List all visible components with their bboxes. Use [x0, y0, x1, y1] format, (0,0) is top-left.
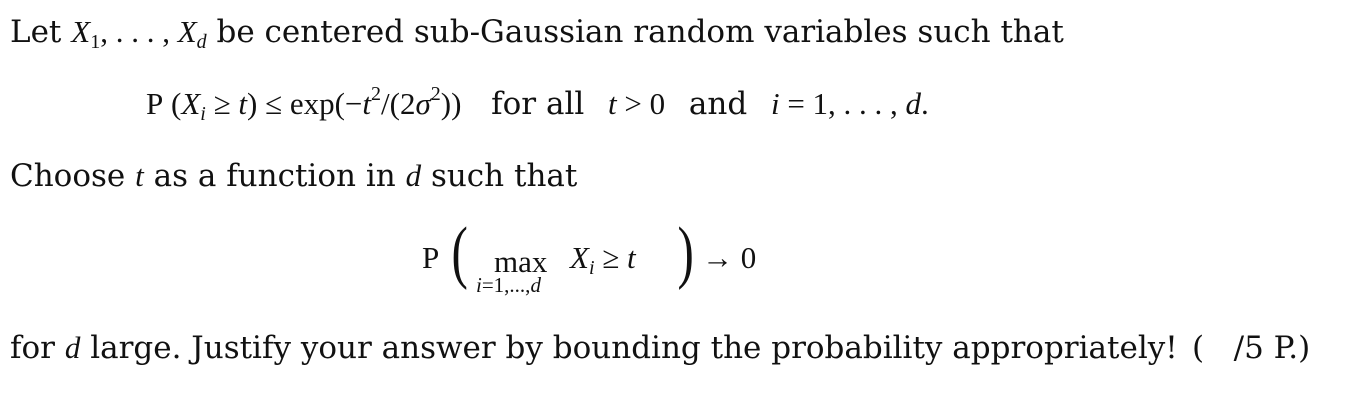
exp-fn: exp(− — [289, 86, 363, 121]
close-parens: )) — [440, 86, 462, 121]
var-d: d — [64, 330, 81, 365]
var-x: X — [181, 86, 201, 121]
var-t: t — [238, 86, 247, 121]
for-all-text: for all — [491, 86, 585, 122]
sub-i: i — [476, 273, 482, 297]
intro-sentence — [10, 14, 1064, 53]
period: . — [921, 86, 929, 121]
geq: ≥ — [213, 86, 231, 121]
var-t: t — [362, 86, 372, 121]
sub-d: d — [530, 273, 541, 297]
var-d: d — [405, 158, 422, 193]
open-paren: ( — [171, 86, 182, 121]
max-subscript — [476, 274, 541, 296]
prob-symbol: P — [146, 86, 164, 121]
ellipsis: , . . . , — [100, 14, 170, 49]
sub-1: 1 — [90, 31, 101, 53]
points-label: ( /5 P.) — [1192, 330, 1311, 366]
exponent-2: 2 — [371, 83, 382, 105]
and-text: and — [688, 86, 748, 122]
intro-trail: be centered sub-Gaussian random variables such that — [216, 14, 1064, 50]
sub-d: d — [196, 31, 207, 53]
sub-range: =1,..., — [481, 273, 531, 297]
justify-trail: large. Justify your answer by bounding the probability appropriately! — [90, 330, 1178, 366]
exponent-2b: 2 — [430, 83, 441, 105]
var-i: i — [770, 86, 780, 121]
right-big-paren: ) — [677, 214, 694, 291]
choose-trail: such that — [430, 158, 578, 194]
choose-lead: Choose — [10, 158, 126, 194]
limit-arrow: → 0 — [702, 240, 757, 275]
index-range: = 1, . . . , — [787, 86, 898, 121]
tail-bound-equation — [146, 83, 929, 125]
choose-mid: as a function in — [153, 158, 396, 194]
prob-symbol: P — [422, 240, 440, 275]
var-x-d: X — [177, 14, 197, 49]
close-paren: ) — [246, 86, 258, 121]
gt-zero: > 0 — [624, 86, 666, 121]
var-x: X — [570, 240, 589, 275]
leq: ≤ — [265, 86, 283, 121]
left-big-paren: ( — [451, 214, 468, 291]
var-d: d — [905, 86, 922, 121]
var-t: t — [135, 158, 144, 193]
var-t: t — [627, 240, 636, 275]
choose-sentence — [10, 158, 577, 194]
justify-sentence — [10, 330, 1178, 366]
var-t: t — [608, 86, 617, 121]
var-x: X — [71, 14, 91, 49]
sub-i: i — [200, 103, 206, 125]
divide: /(2 — [381, 86, 416, 121]
sub-i: i — [588, 257, 595, 279]
intro-lead: Let — [10, 14, 62, 50]
sigma: σ — [415, 86, 431, 121]
max-operator: max — [494, 244, 548, 279]
geq: ≥ — [602, 240, 620, 275]
justify-lead: for — [10, 330, 55, 366]
